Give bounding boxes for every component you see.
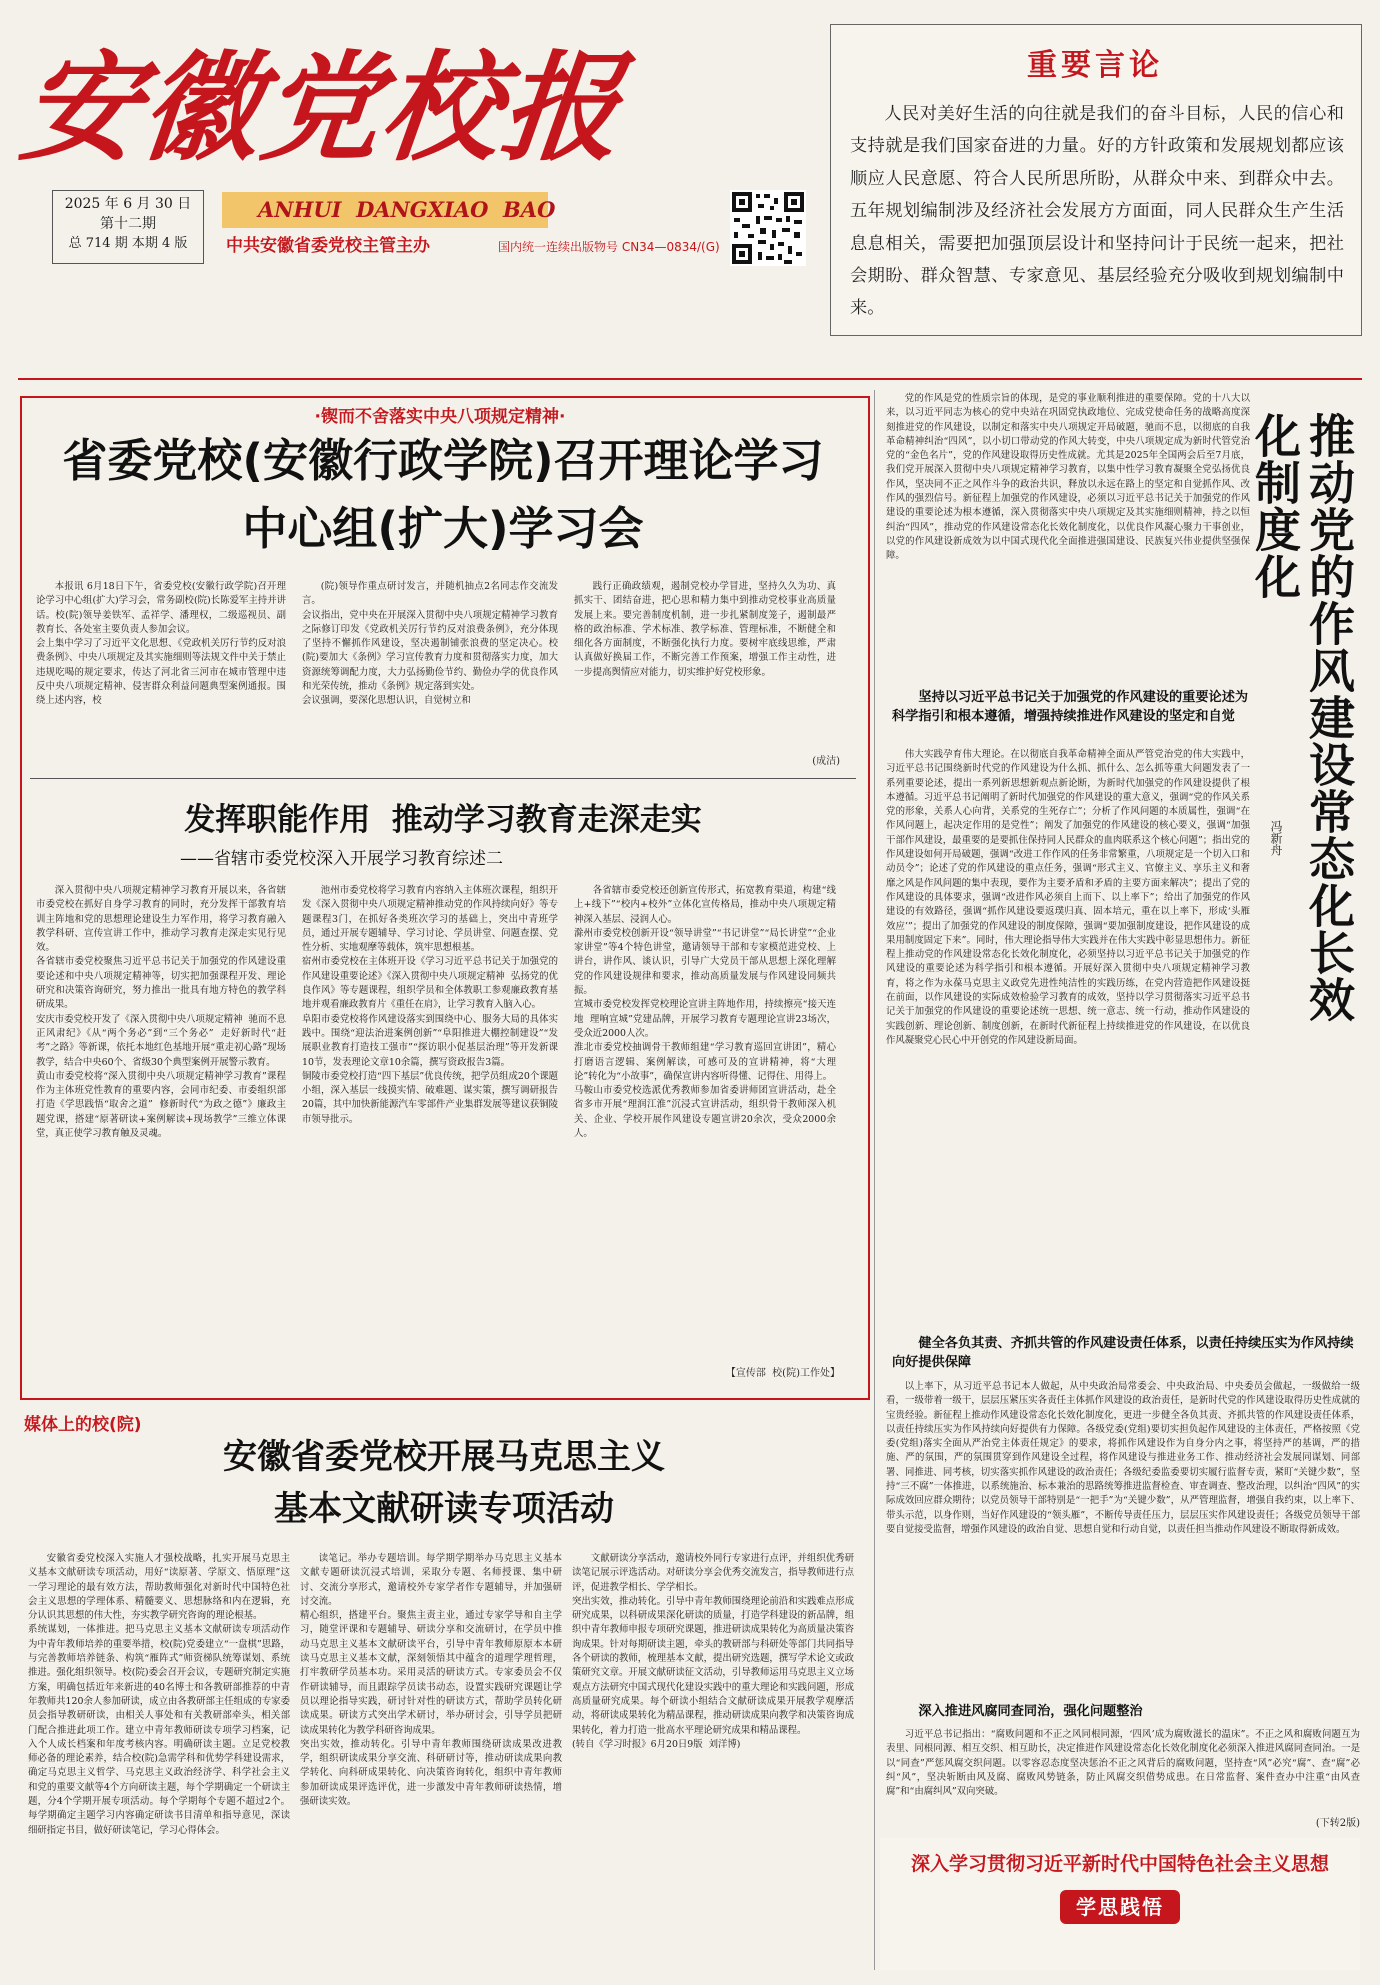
article4-title: 推动党的作风建设常态化长效化制度化	[1248, 412, 1356, 1023]
masthead-pinyin: ANHUI DANGXIAO BAO	[258, 197, 556, 222]
article4-body1: 伟大实践孕育伟大理论。在以彻底自我革命精神全面从严管党治党的伟大实践中，习近平总书记围绕新时代党的作风建设为什么抓、抓什么、怎么抓等重大问题发表了一系列重要论述，提出一系列新思想新观点新论断，为新时代加强党的作风建设提供了根本遵循。习近平总书记阐明了新时代加强党的作风建设的重大意义，强调“党的作风关系党的形象，关系人心向背，关系党的生死存亡”；分析了作风问题的本质属性，强调“在作风问题上，起决定作用的是党性”；阐发了加强党的作风建设的核心要义，强调“加强干部作风建设，最重要的是要抓住保持同人民群众的血肉联系这个核心问题”；指出党的作风建设如何开局破题，强调“改进工作作风的任务非常繁重，八项规定是一个切入口和动员令”；论述了党的作风建设的重点任务，强调“形式主义、官僚主义、享乐主义和奢靡之风是作风问题的集中表现，要作为主要矛盾和矛盾的主要方面来解决”；提出了党的作风建设的具体要求，强调“改进作风必须自上而下、以上率下”；给出了加强党的作风建设的有效路径，强调“抓作风建设要返璞归真、固本培元，重在以上率下，形成‘头雁效应’”；提出了加强党的作风建设的制度保障，强调“要加强制度建设，把作风建设的成果用制度固定下来”。同时，伟大理论指导伟大实践并在伟大实践中彰显思想伟力。新征程上推动党的作风建设常态化长效化制度化，必须坚持以习近平总书记关于加强党的作风建设的重要论述为科学指引和根本遵循。开展好深入贯彻中央八项规定精神学习教育，将之作为永葆马克思主义政党先进性纯洁性的实践历练，在党内营造把作风建设挺在前面，以作风建设的实际成效检验学习教育的成效，坚持以学习贯彻落实习近平总书记关于加强党的作风建设的重要论述统一思想、统一意志、统一行动，推动作风建设的实践创新、理论创新、制度创新，在新时代新征程上持续推进党的作风建设，在以优良作风凝聚党心民心中开创党的作风建设新局面。	[886, 749, 1250, 1046]
article4-body1-wide	[886, 1068, 1360, 1322]
article1-title-line2: 中心组(扩大)学习会	[242, 502, 644, 555]
banner-line2: 学思践悟	[1076, 1895, 1164, 1919]
article3-col1: 安徽省委党校深入实施人才强校战略，扎实开展马克思主义基本文献研读专项活动，用好“读原著、学原文、悟原理”这一学习理论的最有效方法，帮助教师强化对新时代中国特色社会主义思想的学理体系、精髓要义、思想脉络和内在逻辑，充分认识其思想的伟大性，夯实教学研究咨询的理论根基。 系统谋划，一体推进。把马克思主义基本文献研读专项活动作为中青年教师培养的重要举措，校(院)党委建立“一盘棋”思路，与完善教师培养链条、构筑“雁阵式”师资梯队统筹谋划、系统推进。强化组织领导。校(院)委会召开会议，专题研究制定实施方案，明确包括近年来新进的40名博士和各教研部推荐的中青年教师共120余人参加研读，成立由各教研部主任组成的专家委员会指导教研研读，由相关人事处和有关教研部牵头，相关部门配合推进此项工作。建立中青年教师研读专项学习档案，记入个人成长档案和年度考核内容。明确研读主题。立足党校教师必备的理论素养，结合校(院)急需学科和优势学科建设需求，确定马克思主义哲学、马克思主义政治经济学、科学社会主义和党的重要文献等4个方向研读主题，每个学期确定一个研读主题，分4个学期开展专项活动。每个学期每个专题不超过2个。每学期确定主题学习内容确定研读书目清单和指导意见，深读细研指定书目，做好研读笔记，学习心得体会。	[28, 1553, 290, 1836]
masthead-cn: 国内统一连续出版物号 CN34—0834/(G)	[498, 240, 720, 254]
article3-title-line1: 安徽省委党校开展马克思主义	[223, 1437, 665, 1477]
article2-subtitle: ——省辖市委党校深入开展学习教育综述二	[180, 849, 503, 869]
article2-col3: 各省辖市委党校还创新宣传形式，拓宽教育渠道，构建“线上+线下”“校内+校外”立体化宣传格局，推动中央八项规定精神深入基层、浸润人心。 滁州市委党校创新开设“领导讲堂”“书记讲堂”“局长讲堂”“企业家讲堂”等4个特色讲堂，邀请领导干部和专家模范进党校、上讲台，讲作风、谈认识，引导广大党员干部从思想上深化理解党的作风建设规律和要求，推动高质量发展与作风建设同频共振。 宣城市委党校发挥党校理论宣讲主阵地作用，持续擦亮“接天连地 理响宣城”党建品牌，开展学习教育专题理论宣讲23场次，受众近2000人次。 淮北市委党校抽调骨干教师组建“学习教育巡回宣讲团”，精心打磨语言逻辑、案例解读，可感可及的宣讲精神，将“大理论”转化为“小故事”，确保宣讲内容听得懂、记得住、用得上。 马鞍山市委党校选派优秀教师参加省委讲师团宣讲活动，赴全省多市开展“理润江淮”沉浸式宣讲活动，组织骨干教师深入机关、企业、学校开展作风建设专题宣讲20余次，受众2000余人。	[574, 885, 836, 1140]
article2-col1: 深入贯彻中央八项规定精神学习教育开展以来，各省辖市委党校在抓好自身学习教育的同时，充分发挥干部教育培训主阵地和党的思想理论建设生力军作用，将学习教育融入教学科研、宣传宣讲工作中，推动学习教育走深走实见行见效。 各省辖市委党校聚焦习近平总书记关于加强党的作风建设重要论述和中央八项规定精神等，切实把加强课程开发、理论研究和决策咨询研究，努力推出一批具有地方特色的教学科研成果。 安庆市委党校开发了《深入贯彻中央八项规定精神 驰而不息正风肃纪》《从“两个务必”到“三个务必” 走好新时代“赶考”之路》等新课，依托本地红色基地开展“重走初心路”现场教学，结合中央60个、省级30个典型案例开展警示教育。 黄山市委党校将“深入贯彻中央八项规定精神学习教育”课程作为主体班党性教育的重要内容，会同市纪委、市委组织部打造《学思践悟“取舍之道” 修新时代“为政之德”》廉政主题党课，搭建“原著研读+案例解读+现场教学”三维立体课堂，真正使学习教育触及灵魂。	[36, 885, 286, 1140]
article3-col2: 读笔记。举办专题培训。每学期学期举办马克思主义基本文献专题研读沉浸式培训，采取分专题、名师授课、集中研讨、交流分享形式，邀请校外专家学者作专题辅导，并加强研讨交流。 精心组织，搭建平台。聚焦主责主业，通过专家学导和自主学习，随堂评课和专题辅导、研读分享和交流研讨，在学员中推动马克思主义基本文献研读平台，引导中青年教师原原本本研读马克思主义基本文献，深刻领悟其中蕴含的道理学理哲理，打牢教研学员基本功。采用灵活的研读方式。专家委员会不仅作研读辅导，而且跟踪学员读书动态，设置实践研究课题让学员以理论指导实践，研讨针对性的研读方式，帮助学员转化研读成果。研读方式突出学术研讨，举办研讨会，引导学员把研读成果转化为教学科研咨询成果。 突出实效，推动转化。引导中青年教师围绕研读成果改进教学，组织研读成果分享交流、科研研讨等，推动研读成果向教学转化、向科研成果转化、向决策咨询转化，组织中青年教师参加研读成果评选评优，进一步激发中青年教师研读热情，增强研读实效。	[300, 1553, 562, 1808]
issue-date: 2025 年 6 月 30 日	[64, 196, 192, 212]
article4-heading3: 深入推进风腐同查同治，强化问题整治	[918, 1704, 1143, 1719]
article1-col1: 本报讯 6月18日下午，省委党校(安徽行政学院)召开理论学习中心组(扩大)学习会，常务副校(院)长陈爱军主持并讲话。校(院)领导姜铁军、孟祥学、潘理权，二级巡视员、副教育长、各处室主要负责人参加会议。 会上集中学习了习近平文化思想、《党政机关厉行节约反对浪费条例》、中央八项规定及其实施细则等法规文件中关于禁止违规吃喝的规定要求，传达了河北省三河市在城市管理中违反中央八项规定精神、侵害群众利益问题典型案例通报。围绕上述内容，校	[36, 581, 286, 707]
article4-body2: 以上率下，从习近平总书记本人做起，从中央政治局常委会、中央政治局、中央委员会做起，一级做给一级看，一级带着一级干，层层压紧压实各责任主体抓作风建设的政治责任，是新时代党的作风建设取得历史性成就的宝贵经验。新征程上推动作风建设常态化长效化制度化，更进一步健全各负其责、齐抓共管的作风建设责任体系，以责任持续压实为作风持续向好提供有力保障。各级党委(党组)要切实担负起作风建设的主体责任，严格按照《党委(党组)落实全面从严治党主体责任规定》的要求，将抓作风建设作为自身分内之事，将坚持严的基调，严的措施、严的氛围，严的氛围贯穿到作风建设全过程，将作风建设与推进业务工作、推动经济社会发展同谋划、同部署、同推进、同考核，切实落实抓作风建设的政治责任；各级纪委监委要切实履行监督专责，紧盯“关键少数”，坚持“三不腐”一体推进，以系统施治、标本兼治的思路统筹推进监督检查、审查调查、整改治理，以纠治“四风”的实际成效回应群众期待；以党员领导干部特别是“一把手”为“关键少数”，从严管理监督，增强自我约束，以上率下、带头示范，以身作则，当好作风建设的“领头雁”，不断传导责任压力，层层压实作风建设责任；各级党员领导干部要自觉接受监督，增强作风建设的政治自觉、思想自觉和行动自觉，以责任担当推动作风建设不断取得新成效。	[886, 1381, 1360, 1535]
article4-intro: 党的作风是党的性质宗旨的体现，是党的事业顺利推进的重要保障。党的十八大以来，以习近平同志为核心的党中央站在巩固党执政地位、完成党使命任务的战略高度深刻推进党的作风建设，以制定和落实中央八项规定开局破题，驰而不息，以彻底的自我革命精神纠治“四风”，以小切口带动党的作风大转变，中央八项规定成为新时代管党治党的“金色名片”，党的作风建设取得历史性成就。尤其是2025年全国两会后至7月底，我们党开展深入贯彻中央八项规定精神学习教育，以集中性学习教育凝聚全党弘扬优良作风，坚决同不正之风作斗争的政治共识，释放以永远在路上的坚定和自觉抓作风、改作风的强烈信号。新征程上加强党的作风建设，必须以习近平总书记关于加强党的作风建设的重要论述为根本遵循，深入贯彻落实中央八项规定及其实施细则精神，持之以恒纠治“四风”，推动党的作风建设常态化长效化制度化，以优良作风凝心聚力干事创业，以党的作风建设新成效为以中国式现代化全面推进强国建设、民族复兴伟业提供坚强保障。	[886, 393, 1250, 562]
article-divider	[30, 778, 856, 779]
article2-byline: 【宣传部 校(院)工作处】	[725, 1368, 840, 1379]
article1-col2: (院)领导作重点研讨发言，并随机抽点2名同志作交流发言。 会议指出，党中央在开展深入贯彻中央八项规定精神学习教育之际修订印发《党政机关厉行节约反对浪费条例》，充分体现了坚持不懈抓作风建设，坚决遏制铺张浪费的坚定决心。校(院)要加大《条例》学习宣传教育力度和贯彻落实力度，加大资源统筹调配力度，大力弘扬勤俭节约、勤俭办学的优良作风和光荣传统，推动《条例》规定落到实处。 会议强调，要深化思想认识，自觉树立和	[302, 581, 558, 707]
issue-total: 总 714 期 本期 4 版	[68, 236, 188, 251]
quote-heading: 重要言论	[1027, 48, 1163, 83]
masthead-rule	[18, 378, 1362, 380]
issue-info	[52, 190, 204, 264]
quote-text: 人民对美好生活的向往就是我们的奋斗目标，人民的信心和支持就是我们国家奋进的力量。好的方针政策和发展规划都应该顺应人民意愿、符合人民所思所盼，从群众中来、到群众中去。五年规划编制涉及经济社会发展方方面面，同人民群众生产生活息息相关，需要把加强顶层设计和坚持问计于民统一起来，把社会期盼、群众智慧、专家意见、基层经验充分吸收到规划编制中来。	[850, 104, 1344, 319]
article2-col2: 池州市委党校将学习教育内容纳入主体班次课程，组织开发《深入贯彻中央八项规定精神推动党的作风持续向好》等专题课程3门，在抓好各类班次学习的基础上，突出中青班学员，通过开展专题辅导、学习讨论、学员讲堂、问题查摆、党性分析、实地观摩等载体，筑牢思想根基。 宿州市委党校在主体班开设《学习习近平总书记关于加强党的作风建设重要论述》《深入贯彻中央八项规定精神 弘扬党的优良作风》等专题课程，组织学员和全体教职工参观廉政教育基地并观看廉政教育片《重任在肩》，让学习教育入脑入心。 阜阳市委党校将作风建设落实到围绕中心、服务大局的具体实践中。围绕“迎法治进案例创新”“阜阳推进大棚控制建设”“发展职业教育打造技工强市”“探访职小促基层治理”等开发新课10节，发表理论文章10余篇，撰写资政报告3篇。 铜陵市委党校打造“四下基层”优良传统，把学员组成20个课题小组，深入基层一线摸实情、破难题、谋实策，撰写调研报告20篇，其中加快新能源汽车零部件产业集群发展等建议获铜陵市领导批示。	[302, 885, 558, 1125]
masthead-logo-title: 安徽党校报	[14, 38, 630, 177]
article4-body3: 习近平总书记指出：“腐败问题和不正之风同根同源，‘四风’成为腐败滋长的温床”。不正之风和腐败问题互为表里、同根同源、相互交织、相互助长，决定推进作风建设常态化长效化制度化必须深入推进风腐同查同治。一是以“同查”严惩风腐交织问题。以零容忍态度坚决惩治不正之风背后的腐败问题，坚持查“风”必究“腐”、查“腐”必纠“风”，坚决斩断由风及腐、腐败风势链条，防止风腐交织借势成患。在日常监督、案件查办中注重“由风查腐”和“由腐纠风”双向突破。	[886, 1729, 1360, 1798]
article4-heading2: 健全各负其责、齐抓共管的作风建设责任体系，以责任持续压实为作风持续向好提供保障	[892, 1336, 1354, 1370]
article1-kicker: ·锲而不舍落实中央八项规定精神·	[314, 407, 566, 427]
article3-section-tag: 媒体上的校(院)	[24, 1415, 142, 1435]
article3-col3: 文献研读分享活动，邀请校外同行专家进行点评，并组织优秀研读笔记展示评选活动。对研读分享会优秀交流发言，指导教师进行点评，促进教学相长、学学相长。 突出实效，推动转化。引导中青年教师围绕理论前沿和实践难点形成研究成果，以科研成果深化研读的质量，打造学科建设的新品牌，组织中青年教师申报专项研究课题，推进研读成果转化为高质量决策咨询成果。针对每期研读主题，牵头的教研部与科研处等部门共同指导各个研读的教师，梳理基本文献，提出研究选题，撰写学术论文或政策研究文章。开展文献研读征文活动，引导教师运用马克思主义立场观点方法研究中国式现代化建设实践中的重大理论和实践问题，形成高质量研究成果。每个研读小组结合文献研读成果开展教学观摩活动，将研读成果转化为精品课程，推动研读成果向教学和决策咨询成果转化，着力打造一批高水平理论研究成果和精品课程。 (转自《学习时报》6月20日9版 刘洋博)	[572, 1553, 854, 1750]
article4-heading1: 坚持以习近平总书记关于加强党的作风建设的重要论述为科学指引和根本遵循，增强持续推进作风建设的坚定和自觉	[892, 690, 1249, 724]
article1-title-line1: 省委党校(安徽行政学院)召开理论学习	[62, 434, 824, 487]
masthead-sponsor: 中共安徽省委党校主管主办	[226, 236, 430, 256]
article2-title: 发挥职能作用 推动学习教育走深走实	[184, 802, 702, 838]
article1-byline: (成洁)	[812, 756, 840, 767]
qr-code	[730, 190, 806, 266]
issue-number: 第十二期	[100, 216, 156, 232]
article4-author: 冯新舟	[1269, 820, 1283, 856]
article4-next-page: (下转2版)	[1315, 1818, 1360, 1829]
column-divider	[874, 390, 875, 1970]
article1-col3: 践行正确政绩观，遏制党校办学冒进，坚持久久为功、真抓实干、团结奋进，把心思和精力集中到推动党校事业高质量发展上来。要完善制度机制，进一步扎紧制度笼子，遏制最严格的政治标准、学术标准、教学标准、管理标准，不断健全和细化各方面制度，不断强化执行力度。要树牢底线思维，严肃认真做好换届工作，不断完善工作预案，增强工作主动性，进一步提高舆情应对能力，切实维护好党校形象。	[574, 581, 836, 678]
article3-title-line2: 基本文献研读专项活动	[274, 1489, 614, 1529]
banner-line1: 深入学习贯彻习近平新时代中国特色社会主义思想	[910, 1853, 1329, 1875]
